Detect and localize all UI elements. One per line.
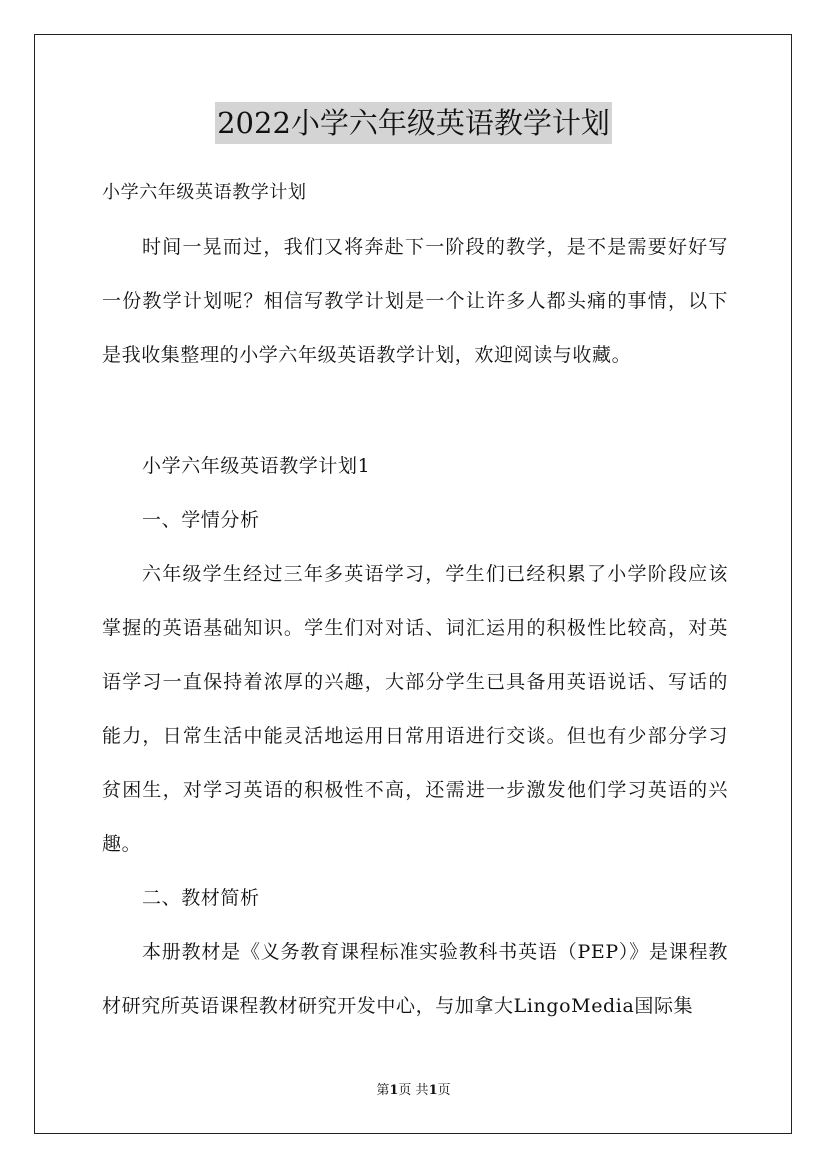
paragraph-textbook-analysis: 本册教材是《义务教育课程标准实验教科书英语（PEP）》是课程教材研究所英语课程教材研究开发中心，与加拿大LingoMedia国际集 <box>102 941 728 1017</box>
heading-learning-analysis: 一、学情分析 <box>142 509 260 531</box>
paragraph-learning-analysis: 六年级学生经过三年多英语学习，学生们已经积累了小学阶段应该掌握的英语基础知识。学生们对对话、词汇运用的积极性比较高，对英语学习一直保持着浓厚的兴趣，大部分学生已具备用英语说话、写话的能力，日常生活中能灵活地运用日常用语进行交谈。但也有少部分学习贫困生，对学习英语的积极性不高，还需进一步激发他们学习英语的兴趣。 <box>102 563 728 855</box>
document-subtitle: 小学六年级英语教学计划 <box>102 182 307 203</box>
main-section <box>102 439 728 1033</box>
footer-suffix: 页 <box>437 1083 451 1098</box>
footer-page-number: 1 <box>389 1083 399 1098</box>
intro-paragraph: 时间一晃而过，我们又将奔赴下一阶段的教学，是不是需要好好写一份教学计划呢？相信写教学计划是一个让许多人都头痛的事情，以下是我收集整理的小学六年级英语教学计划，欢迎阅读与收藏。 <box>102 236 728 366</box>
footer-mid: 页 共 <box>398 1083 429 1098</box>
section-title: 小学六年级英语教学计划1 <box>142 455 371 477</box>
footer-page-total: 1 <box>428 1083 438 1098</box>
title-container <box>0 102 827 144</box>
heading-textbook-analysis: 二、教材简析 <box>142 887 260 909</box>
page-footer <box>0 1082 827 1100</box>
document-title: 2022小学六年级英语教学计划 <box>215 102 612 144</box>
footer-prefix: 第 <box>376 1083 390 1098</box>
intro-section <box>102 220 728 382</box>
